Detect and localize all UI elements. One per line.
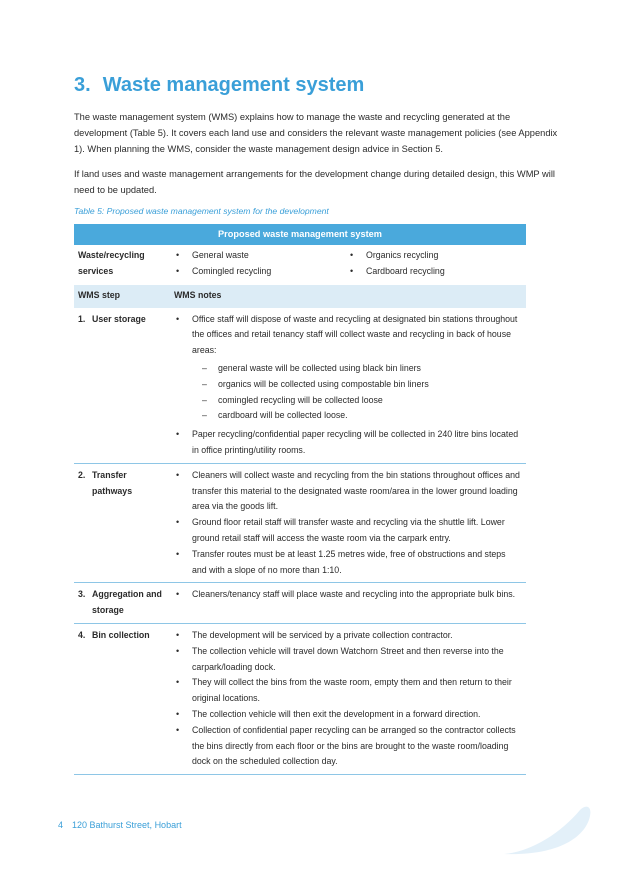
note-bullet: • The development will be serviced by a private collection contractor.	[174, 628, 522, 644]
update-paragraph: If land uses and waste management arrangements for the development change during detailed design, this WMP will need to be updated.	[74, 169, 555, 195]
table-row	[74, 623, 526, 774]
step-number: 4.	[78, 629, 86, 640]
step-label-cell	[74, 308, 170, 464]
step-label-cell	[74, 583, 170, 624]
note-bullet: • Paper recycling/confidential paper recycling will be collected in 240 litre bins located in office printing/utility rooms.	[174, 427, 522, 459]
services-list-right	[348, 248, 522, 280]
note-bullet: • Collection of confidential paper recycling can be arranged so the contractor collects the bins directly from each floor or the bins are brought to the waste room/loading dock on the scheduled collection day.	[174, 723, 522, 770]
notes-column-header: WMS notes	[170, 285, 526, 308]
step-notes-cell	[170, 463, 526, 583]
liner-item: – comingled recycling will be collected loose	[192, 393, 522, 409]
step-label: User storage	[92, 313, 146, 324]
table-row	[74, 583, 526, 624]
section-number: 3.	[74, 74, 91, 96]
liner-item: – cardboard will be collected loose.	[192, 408, 522, 424]
service-item: • General waste	[174, 248, 348, 264]
table-title: Proposed waste management system	[74, 224, 526, 245]
note-bullet: • They will collect the bins from the waste room, empty them and then return to their original locations.	[174, 675, 522, 707]
intro-paragraph: The waste management system (WMS) explains how to manage the waste and recycling generated at the development (Table 5). It covers each land use and considers the relevant waste management policies (see Appendix 1). When planning the WMS, consider the waste management design advice in Section 5.	[74, 112, 558, 154]
note-bullet: • Ground floor retail staff will transfer waste and recycling via the shuttle lift. Lower ground retail staff will access the waste room via the carpark entry.	[174, 515, 522, 547]
note-bullet: • The collection vehicle will then exit the development in a forward direction.	[174, 707, 522, 723]
step-notes-cell	[170, 623, 526, 774]
decorative-swoosh-icon	[500, 800, 596, 860]
service-item: • Organics recycling	[348, 248, 522, 264]
services-cell	[170, 245, 526, 285]
table-row	[74, 463, 526, 583]
step-header-row	[74, 285, 526, 308]
table-row	[74, 308, 526, 464]
step-notes-cell	[170, 308, 526, 464]
page-number: 4	[58, 820, 64, 830]
services-row	[74, 245, 526, 285]
step-number: 3.	[78, 589, 86, 600]
table-caption: Table 5: Proposed waste management system for the development	[74, 206, 329, 216]
wms-table	[74, 224, 526, 775]
note-bullet	[174, 312, 522, 425]
step-label-cell	[74, 623, 170, 774]
services-list-left	[174, 248, 348, 280]
section-heading	[74, 74, 364, 97]
note-bullet: • Cleaners/tenancy staff will place waste and recycling into the appropriate bulk bins.	[174, 587, 522, 603]
services-label: Waste/recycling services	[78, 250, 145, 276]
section-title: Waste management system	[102, 74, 365, 96]
step-column-header: WMS step	[74, 285, 170, 308]
note-bullet: • Cleaners will collect waste and recycling from the bin stations throughout offices and transfer this material to the designated waste room/area in the lower ground loading area via the goods lift.	[174, 468, 522, 515]
page-footer	[58, 820, 182, 830]
step-number: 2.	[78, 469, 86, 480]
step-label: Bin collection	[92, 629, 150, 640]
note-text: Office staff will dispose of waste and recycling at designated bin stations throughout the offices and retail tenancy staff will collect waste and recycling in back of house areas:	[192, 313, 518, 356]
service-item: • Cardboard recycling	[348, 264, 522, 280]
note-bullet: • Transfer routes must be at least 1.25 metres wide, free of obstructions and steps and with a slope of no more than 1:10.	[174, 547, 522, 579]
step-notes-cell	[170, 583, 526, 624]
step-label: Aggregation and storage	[92, 589, 162, 616]
service-item: • Comingled recycling	[174, 264, 348, 280]
liner-item: – organics will be collected using compostable bin liners	[192, 377, 522, 393]
liner-list	[192, 361, 522, 424]
liner-item: – general waste will be collected using black bin liners	[192, 361, 522, 377]
step-number: 1.	[78, 313, 86, 324]
footer-address: 120 Bathurst Street, Hobart	[72, 820, 182, 830]
note-bullet: • The collection vehicle will travel down Watchorn Street and then reverse into the carpark/loading dock.	[174, 644, 522, 676]
step-label: Transfer pathways	[92, 469, 133, 496]
step-label-cell	[74, 463, 170, 583]
